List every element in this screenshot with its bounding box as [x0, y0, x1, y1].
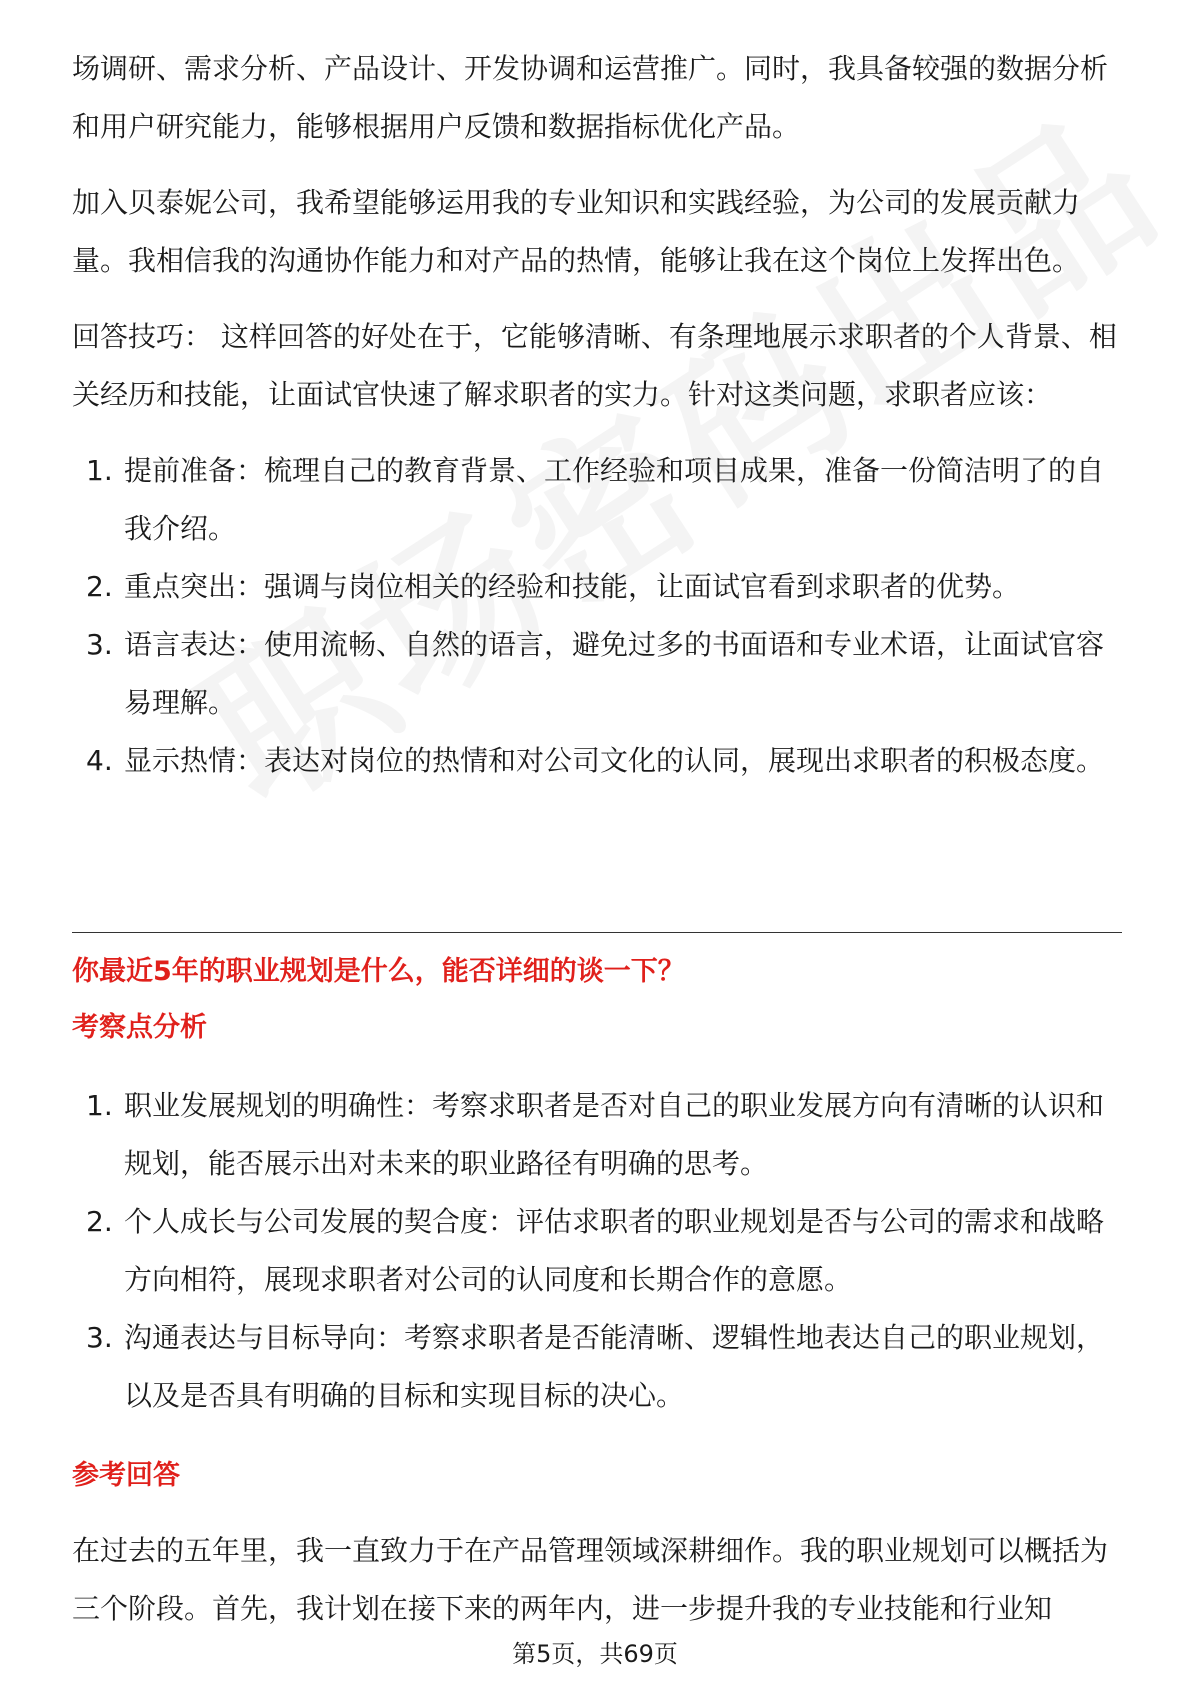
list-item	[72, 1193, 1122, 1309]
list-item-text: 显示热情：表达对岗位的热情和对公司文化的认同，展现出求职者的积极态度。	[124, 744, 1105, 777]
list-item	[72, 442, 1122, 558]
list-item-text: 语言表达：使用流畅、自然的语言，避免过多的书面语和专业术语，让面试官容易理解。	[124, 628, 1105, 719]
list-item-number: 3.	[86, 1321, 113, 1354]
list-item	[72, 1077, 1122, 1193]
list-item	[72, 616, 1122, 732]
list-item-number: 1.	[86, 454, 113, 487]
list-item-number: 2.	[86, 570, 113, 603]
reference-heading: 参考回答	[72, 1460, 180, 1491]
list-item-text: 沟通表达与目标导向：考察求职者是否能清晰、逻辑性地表达自己的职业规划，以及是否具有明确的目标和实现目标的决心。	[124, 1321, 1105, 1412]
tips-paragraph: 回答技巧： 这样回答的好处在于，它能够清晰、有条理地展示求职者的个人背景、相关经历和技能，让面试官快速了解求职者的实力。针对这类问题，求职者应该：	[72, 320, 1117, 411]
question-heading: 你最近5年的职业规划是什么，能否详细的谈一下？	[72, 956, 685, 987]
list-item-text: 提前准备：梳理自己的教育背景、工作经验和项目成果，准备一份简洁明了的自我介绍。	[124, 454, 1105, 545]
list-item	[72, 1309, 1122, 1425]
intro-continuation-paragraph: 场调研、需求分析、产品设计、开发协调和运营推广。同时，我具备较强的数据分析和用户研究能力，能够根据用户反馈和数据指标优化产品。	[72, 52, 1109, 143]
list-item-text: 职业发展规划的明确性：考察求职者是否对自己的职业发展方向有清晰的认识和规划，能否展示出对未来的职业路径有明确的思考。	[124, 1089, 1105, 1180]
list-item-number: 4.	[86, 744, 113, 777]
section-divider	[72, 932, 1122, 933]
list-item-text: 重点突出：强调与岗位相关的经验和技能，让面试官看到求职者的优势。	[124, 570, 1021, 603]
list-item-text: 个人成长与公司发展的契合度：评估求职者的职业规划是否与公司的需求和战略方向相符，展现求职者对公司的认同度和长期合作的意愿。	[124, 1205, 1105, 1296]
page-number-footer: 第5页，共69页	[512, 1640, 678, 1668]
reference-paragraph: 在过去的五年里，我一直致力于在产品管理领域深耕细作。我的职业规划可以概括为三个阶段。首先，我计划在接下来的两年内，进一步提升我的专业技能和行业知	[72, 1534, 1109, 1625]
list-item	[72, 558, 1122, 616]
analysis-list	[72, 1077, 1122, 1425]
list-item-number: 2.	[86, 1205, 113, 1238]
analysis-heading: 考察点分析	[72, 1012, 207, 1043]
list-item-number: 1.	[86, 1089, 113, 1122]
list-item	[72, 732, 1122, 790]
list-item-number: 3.	[86, 628, 113, 661]
join-paragraph: 加入贝泰妮公司，我希望能够运用我的专业知识和实践经验，为公司的发展贡献力量。我相信我的沟通协作能力和对产品的热情，能够让我在这个岗位上发挥出色。	[72, 186, 1081, 277]
tips-list	[72, 442, 1122, 790]
